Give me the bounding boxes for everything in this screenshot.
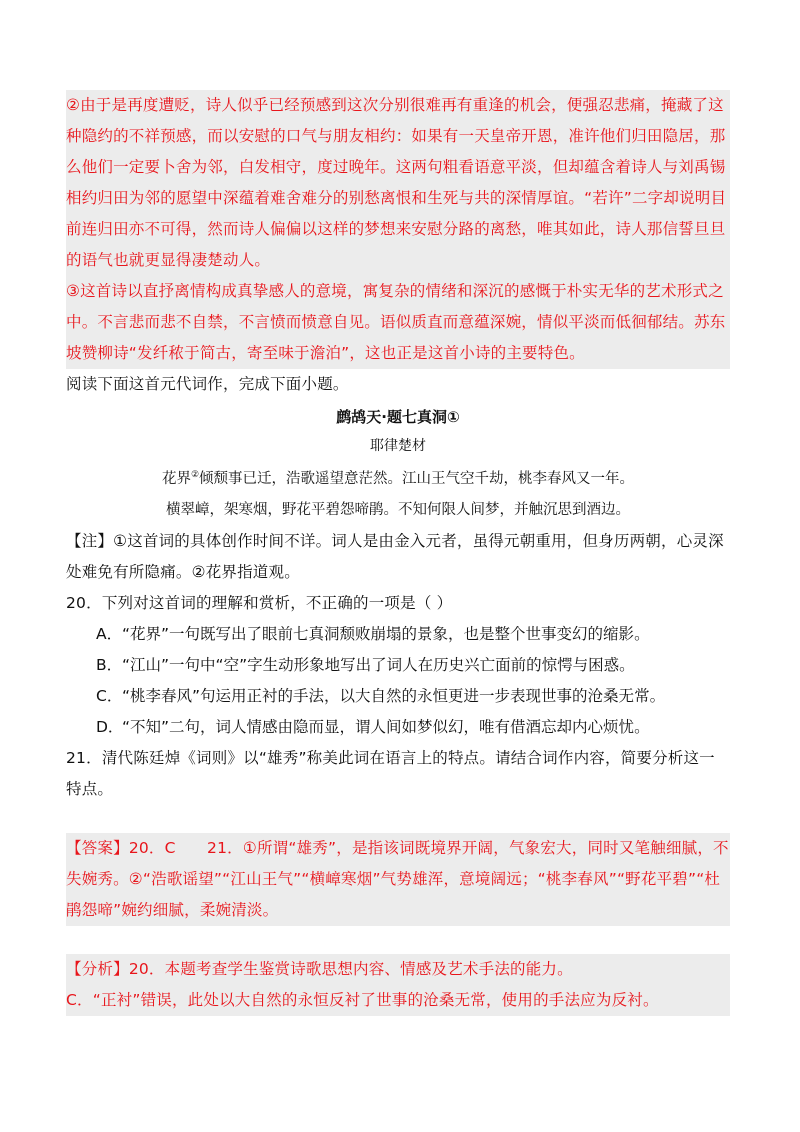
question-20-stem: 20．下列对这首词的理解和赏析，不正确的一项是（ ） [66, 594, 453, 612]
option-text: “不知”二句，词人情感由隐而显，谓人间如梦似幻，唯有借酒忘却内心烦忧。 [122, 718, 650, 736]
answer-block [66, 833, 730, 926]
analysis-block [66, 954, 730, 1016]
analysis-body: 20．本题考查学生鉴赏诗歌思想内容、情感及艺术手法的能力。 [128, 960, 573, 978]
answer-text [66, 833, 730, 926]
poem-author: 耶律楚材 [370, 438, 426, 454]
previous-analysis-block [66, 90, 730, 369]
footnote-marker: ② [190, 470, 200, 480]
analysis-text [66, 954, 730, 985]
reading-instruction: 阅读下面这首元代词作，完成下面小题。 [66, 375, 349, 393]
option-text: “花界”一句既写出了眼前七真洞颓败崩塌的景象，也是整个世事变幻的缩影。 [122, 625, 650, 643]
poem-note: 【注】①这首词的具体创作时间不详。词人是由金入元者，虽得元朝重用，但身历两朝，心灵深处难免有所隐痛。②花界指道观。 [66, 532, 724, 581]
option-letter: C． [96, 687, 123, 705]
option-d [66, 712, 730, 743]
option-b [66, 650, 730, 681]
analysis-line-c: C．“正衬”错误，此处以大自然的永恒反衬了世事的沧桑无常，使用的手法应为反衬。 [66, 991, 659, 1009]
poem-line-1-start: 花界 [161, 471, 191, 487]
option-letter: D． [96, 718, 124, 736]
analysis-label: 【分析】 [66, 960, 129, 978]
poem-title: 鹧鸪天·题七真洞① [336, 408, 460, 426]
poem-line-1 [66, 460, 730, 495]
option-c [66, 681, 730, 712]
option-text: “桃李春风”句运用正衬的手法，以大自然的永恒更进一步表现世事的沧桑无常。 [122, 687, 666, 705]
option-letter: B． [96, 656, 123, 674]
poem-line-2: 横翠嶂，架寒烟，野花平碧怨啼鹃。不知何限人间梦，并触沉思到酒边。 [166, 502, 630, 518]
analysis-point-3: ③这首诗以直抒离情构成真挚感人的意境，寓复杂的情绪和深沉的感慨于朴实无华的艺术形式之中。不言悲而悲不自禁，不言愤而愤意自见。语似质直而意蕴深婉，情似平淡而低徊郁结。苏东坡赞柳诗“发纤秾于简古，寄至味于澹泊”，这也正是这首小诗的主要特色。 [66, 282, 726, 362]
poem-line-1-rest: 倾颓事已迁，浩歌遥望意茫然。江山王气空千劫，桃李春风又一年。 [199, 471, 635, 487]
answer-body: 20．C 21．①所谓“雄秀”，是指该词既境界开阔，气象宏大，同时又笔触细腻，不失婉秀。②“浩歌谣望”“江山王气”“横嶂寒烟”气势雄浑，意境阔远；“桃李春风”“野花平碧”“杜鹃怨啼”婉约细腻，柔婉清淡。 [66, 839, 729, 919]
spacer [66, 926, 730, 954]
answer-label: 【答案】 [66, 839, 129, 857]
option-text: “江山”一句中“空”字生动形象地写出了词人在历史兴亡面前的惊愕与困惑。 [122, 656, 635, 674]
page-content [66, 90, 730, 1016]
analysis-point-2: ②由于是再度遭贬，诗人似乎已经预感到这次分别很难再有重逢的机会，便强忍悲痛，掩藏了这种隐约的不祥预感，而以安慰的口气与朋友相约：如果有一天皇帝开恩，准许他们归田隐居，那么他们一定要卜舍为邻，白发相守，度过晚年。这两句粗看语意平淡，但却蕴含着诗人与刘禹锡相约归田为邻的愿望中深蕴着难舍难分的别愁离恨和生死与共的深情厚谊。“若许”二字却说明目前连归田亦不可得，然而诗人偏偏以这样的梦想来安慰分路的离愁，唯其如此，诗人那信誓旦旦的语气也就更显得凄楚动人。 [66, 96, 727, 269]
spacer [66, 805, 730, 833]
option-letter: A． [96, 625, 123, 643]
option-a [66, 619, 730, 650]
question-21-stem: 21．清代陈廷焯《词则》以“雄秀”称美此词在语言上的特点。请结合词作内容，简要分析这一特点。 [66, 749, 715, 798]
